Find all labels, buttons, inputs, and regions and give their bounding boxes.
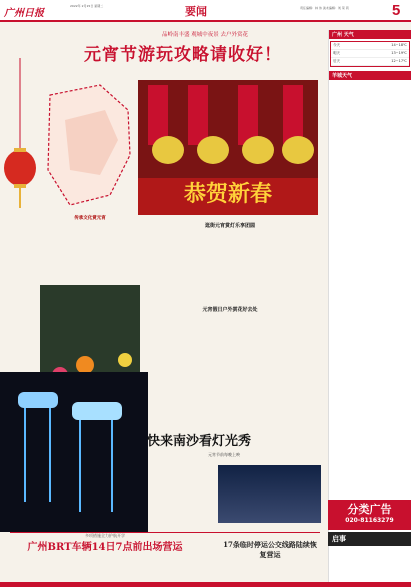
subhead-1: 逛街元宵赏灯乐享团圆 bbox=[204, 223, 255, 229]
bottom-right-headline: 17条临时停运公交线路陆续恢复营运 bbox=[223, 540, 317, 559]
bottom-left-kicker: 多项措施全力护航开学 bbox=[85, 533, 125, 538]
sidebar-text bbox=[329, 80, 411, 200]
ad-title: 分类广告 bbox=[347, 503, 392, 516]
newspaper-logo: 广州日报 bbox=[4, 8, 44, 19]
map-caption: 传承文化赏元宵 bbox=[74, 216, 106, 221]
footer-rule bbox=[0, 582, 411, 587]
article-column bbox=[222, 556, 322, 581]
article-column bbox=[140, 316, 228, 416]
weather-row: 后天 12~17℃ bbox=[331, 58, 409, 66]
article-column bbox=[152, 462, 214, 532]
article-column bbox=[4, 553, 204, 581]
brief-heading: 羊城天气 bbox=[329, 71, 411, 80]
classified-ad-banner bbox=[328, 500, 411, 530]
page-number: 5 bbox=[392, 2, 401, 19]
bottom-left-headline: 广州BRT车辆14日7点前出场营运 bbox=[27, 542, 183, 553]
article-column bbox=[232, 316, 322, 416]
nansha-night-photo bbox=[218, 465, 321, 523]
light-show-photo bbox=[0, 372, 148, 532]
weather-heading: 广州 天气 bbox=[329, 30, 411, 39]
weather-row: 今天 14~18℃ bbox=[331, 42, 409, 50]
lead-kicker: 品岭南丰盛 观城中夜景 去户外赏花 bbox=[162, 32, 248, 38]
banner-text: 恭贺新春 bbox=[183, 181, 272, 207]
lead-headline: 元宵节游玩攻略请收好！ bbox=[84, 45, 282, 65]
subhead-3-sub: 元宵节前每晚上映 bbox=[208, 452, 240, 457]
notice-heading: 启事 bbox=[328, 532, 411, 546]
masthead bbox=[0, 0, 411, 22]
subhead-3: 快来南沙看灯光秀 bbox=[147, 434, 252, 449]
article-column bbox=[140, 232, 228, 302]
guangzhou-map-graphic bbox=[40, 80, 138, 210]
subhead-2: 元宵假日户外赏花好去处 bbox=[202, 307, 258, 313]
article-column bbox=[232, 232, 322, 302]
ad-phone: 020-81163279 bbox=[345, 517, 394, 524]
lion-dance-photo bbox=[138, 80, 318, 215]
article-column bbox=[2, 260, 38, 360]
issue-date: 2022年 2月15日 星期二 bbox=[70, 4, 104, 8]
section-title: 要闻 bbox=[185, 5, 207, 18]
editor-credit: 责任编辑：林 伟 美术编辑：刘 荣 莉 bbox=[300, 6, 349, 10]
weather-row: 明天 13~19℃ bbox=[331, 50, 409, 58]
weather-box bbox=[330, 41, 410, 67]
